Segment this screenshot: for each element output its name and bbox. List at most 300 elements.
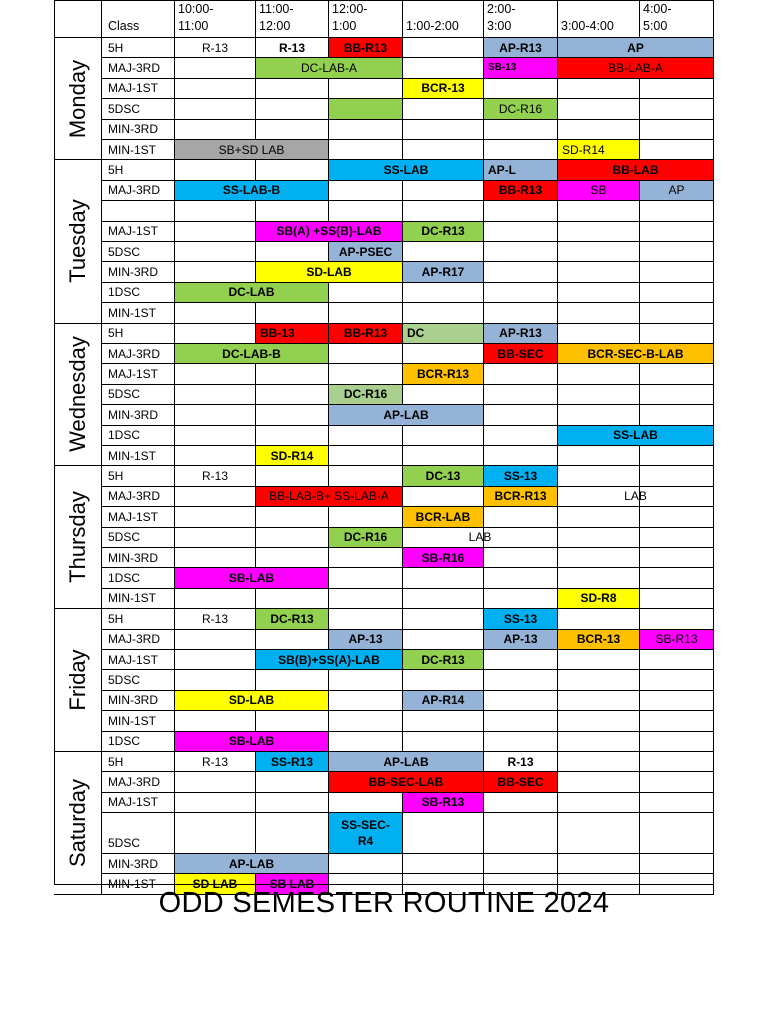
timetable-cell	[175, 711, 256, 731]
class-session: DC-LAB-B	[175, 344, 329, 364]
time-slot-end: 5:00	[643, 19, 668, 33]
time-slot-start: 2:00-	[487, 2, 516, 16]
timetable-cell	[329, 568, 403, 588]
class-label: 5H	[102, 752, 175, 772]
class-label: MAJ-1ST	[102, 650, 175, 670]
class-label: MAJ-1ST	[102, 507, 175, 527]
timetable-cell	[175, 548, 256, 568]
timetable-cell	[256, 120, 329, 140]
class-session: SB-LAB	[175, 568, 329, 588]
class-session: SB-LAB	[175, 732, 329, 752]
timetable-cell	[640, 385, 714, 405]
class-session: DC-R13	[403, 222, 484, 242]
timetable-cell	[403, 58, 484, 78]
timetable-cell	[175, 507, 256, 527]
timetable-cell	[484, 262, 558, 282]
class-label: 5H	[102, 38, 175, 58]
timetable-cell	[484, 385, 558, 405]
class-session: LAB	[558, 487, 714, 507]
class-label: 5DSC	[102, 528, 175, 548]
class-session: SS-R13	[256, 752, 329, 772]
timetable-cell	[256, 528, 329, 548]
time-slot-end: 11:00	[178, 19, 209, 33]
class-session: AP-R13	[484, 324, 558, 344]
class-session: SS-13	[484, 466, 558, 486]
class-label: 5DSC	[102, 242, 175, 262]
timetable-cell	[484, 140, 558, 160]
class-session: BCR-LAB	[403, 507, 484, 527]
class-label: 5H	[102, 160, 175, 180]
header-time-slot	[329, 0, 403, 38]
timetable-cell	[256, 160, 329, 180]
timetable-cell	[329, 79, 403, 99]
class-session: SB-R13	[403, 793, 484, 813]
class-label: MIN-1ST	[102, 140, 175, 160]
day-name: Friday	[64, 649, 90, 711]
timetable-cell	[640, 793, 714, 813]
timetable-cell	[256, 670, 329, 690]
timetable-cell	[175, 262, 256, 282]
timetable-cell	[329, 466, 403, 486]
timetable-cell	[256, 99, 329, 119]
timetable-cell	[256, 589, 329, 609]
class-label: MAJ-3RD	[102, 487, 175, 507]
timetable-cell	[484, 813, 558, 854]
class-label: 1DSC	[102, 732, 175, 752]
timetable-cell	[558, 364, 640, 384]
timetable-cell	[403, 487, 484, 507]
class-session: SD LAB	[175, 874, 256, 894]
header-time-slot	[403, 0, 484, 38]
timetable-cell	[175, 528, 256, 548]
class-session: SB	[558, 181, 640, 201]
timetable-cell	[175, 670, 256, 690]
class-session: SD-LAB	[175, 691, 329, 711]
class-session: BB-13	[256, 324, 329, 344]
header-day-cell	[54, 0, 102, 38]
class-session: BCR-R13	[484, 487, 558, 507]
timetable-cell	[256, 364, 329, 384]
timetable-cell	[175, 364, 256, 384]
timetable-cell	[403, 732, 484, 752]
timetable-cell	[256, 772, 329, 792]
class-session: BCR-13	[558, 630, 640, 650]
timetable-cell	[175, 405, 256, 425]
timetable-cell	[175, 772, 256, 792]
day-label-cell	[54, 38, 102, 160]
timetable-cell	[484, 732, 558, 752]
timetable-cell	[558, 528, 640, 548]
header-time-slot	[558, 0, 640, 38]
timetable-cell	[640, 283, 714, 303]
timetable-cell	[640, 507, 714, 527]
timetable-cell	[558, 79, 640, 99]
timetable-cell	[484, 364, 558, 384]
timetable-cell	[640, 650, 714, 670]
timetable-cell	[484, 446, 558, 466]
timetable-cell	[558, 99, 640, 119]
time-slot-end: 1:00	[332, 19, 357, 33]
timetable-cell	[403, 120, 484, 140]
class-session: R-13	[175, 38, 256, 58]
class-session: BB-LAB-B+ SS-LAB-A	[256, 487, 403, 507]
timetable-cell	[329, 364, 403, 384]
time-slot-start: 12:00-	[332, 2, 368, 16]
timetable-cell	[484, 507, 558, 527]
timetable-cell	[175, 79, 256, 99]
class-session: AP-LAB	[175, 854, 329, 874]
timetable-cell	[484, 405, 558, 425]
timetable-cell	[558, 303, 640, 323]
time-slot-start: 11:00-	[259, 2, 294, 16]
class-session: DC-R13	[256, 609, 329, 629]
timetable-cell	[403, 630, 484, 650]
class-label: MAJ-1ST	[102, 79, 175, 99]
class-label: MIN-1ST	[102, 874, 175, 894]
page-title: ODD SEMESTER ROUTINE 2024	[158, 887, 610, 919]
class-session	[329, 99, 403, 119]
timetable-cell	[558, 242, 640, 262]
timetable-cell	[403, 201, 484, 221]
day-label-cell	[54, 160, 102, 323]
timetable-cell	[484, 242, 558, 262]
class-label	[102, 201, 175, 221]
class-session: R-13	[175, 752, 256, 772]
header-time-slot	[175, 0, 256, 38]
timetable-cell	[558, 568, 640, 588]
timetable-cell	[403, 446, 484, 466]
class-label: MIN-3RD	[102, 262, 175, 282]
timetable-cell	[558, 324, 640, 344]
class-session: DC-13	[403, 466, 484, 486]
timetable-cell	[329, 609, 403, 629]
timetable-cell	[329, 344, 403, 364]
timetable-cell	[175, 120, 256, 140]
class-label: 5H	[102, 324, 175, 344]
class-label: 5DSC	[102, 670, 175, 690]
timetable-cell	[558, 732, 640, 752]
class-session: R-13	[175, 466, 256, 486]
class-label: MIN-1ST	[102, 303, 175, 323]
class-session: LAB	[403, 528, 558, 548]
class-label: MIN-1ST	[102, 711, 175, 731]
class-label: 1DSC	[102, 568, 175, 588]
class-label: 1DSC	[102, 426, 175, 446]
class-session: BB-LAB-A	[558, 58, 714, 78]
timetable-cell	[256, 793, 329, 813]
class-session: SS-13	[484, 609, 558, 629]
time-slot-end: 1:00-2:00	[406, 19, 459, 33]
timetable-cell	[329, 793, 403, 813]
class-session: BB-R13	[329, 324, 403, 344]
class-session: SD-LAB	[256, 262, 403, 282]
timetable-cell	[640, 79, 714, 99]
timetable-cell	[640, 813, 714, 854]
timetable-cell	[484, 691, 558, 711]
class-label: 5H	[102, 609, 175, 629]
timetable-cell	[484, 711, 558, 731]
class-session: DC	[403, 324, 484, 344]
timetable-cell	[640, 262, 714, 282]
class-session: SB(B)+SS(A)-LAB	[256, 650, 403, 670]
timetable-cell	[329, 548, 403, 568]
timetable-cell	[403, 813, 484, 854]
timetable-cell	[175, 160, 256, 180]
timetable-cell	[558, 670, 640, 690]
timetable-cell	[403, 589, 484, 609]
timetable-cell	[403, 99, 484, 119]
class-session: AP	[640, 181, 714, 201]
class-label: 5H	[102, 466, 175, 486]
class-session: AP-PSEC	[329, 242, 403, 262]
timetable-cell	[484, 79, 558, 99]
timetable-cell	[256, 201, 329, 221]
class-label: MIN-3RD	[102, 120, 175, 140]
class-label: 1DSC	[102, 283, 175, 303]
class-session: BB-LAB	[558, 160, 714, 180]
timetable-cell	[558, 222, 640, 242]
class-session: BB-SEC-LAB	[329, 772, 484, 792]
class-label: MAJ-3RD	[102, 181, 175, 201]
time-slot-start: 4:00-	[643, 2, 672, 16]
timetable-cell	[256, 426, 329, 446]
timetable-cell	[256, 813, 329, 854]
timetable-cell	[403, 711, 484, 731]
timetable-cell	[640, 589, 714, 609]
timetable-cell	[558, 262, 640, 282]
class-session: BCR-SEC-B-LAB	[558, 344, 714, 364]
timetable-cell	[175, 99, 256, 119]
class-session: DC-R16	[329, 528, 403, 548]
time-slot-start	[406, 1, 483, 18]
timetable-cell	[256, 405, 329, 425]
timetable-cell	[403, 426, 484, 446]
timetable-cell	[558, 385, 640, 405]
timetable-cell	[175, 650, 256, 670]
class-session: SD-R14	[558, 140, 640, 160]
timetable-cell	[640, 405, 714, 425]
timetable-cell	[403, 854, 484, 874]
day-label-cell	[54, 324, 102, 467]
day-name: Monday	[64, 59, 90, 138]
day-name: Wednesday	[64, 336, 90, 453]
class-session: BB-R13	[329, 38, 403, 58]
class-session: BB-SEC	[484, 344, 558, 364]
header-class-label: Class	[108, 19, 140, 33]
header-time-slot	[256, 0, 329, 38]
class-session: AP	[558, 38, 714, 58]
timetable-cell	[640, 446, 714, 466]
class-session: AP-R17	[403, 262, 484, 282]
timetable-cell	[484, 650, 558, 670]
class-session: SD-R14	[256, 446, 329, 466]
time-slot-start: 10:00-	[178, 2, 214, 16]
header-time-slot	[640, 0, 714, 38]
class-session: DC-R16	[484, 99, 558, 119]
time-slot-end: 3:00	[487, 19, 512, 33]
timetable-cell	[329, 446, 403, 466]
class-label: MIN-3RD	[102, 854, 175, 874]
timetable-cell	[329, 711, 403, 731]
timetable-cell	[329, 201, 403, 221]
class-session: DC-R16	[329, 385, 403, 405]
timetable-cell	[640, 466, 714, 486]
timetable-cell	[175, 487, 256, 507]
timetable-cell	[256, 630, 329, 650]
timetable-cell	[558, 854, 640, 874]
timetable-cell	[403, 283, 484, 303]
class-label: MIN-3RD	[102, 548, 175, 568]
timetable-cell	[329, 120, 403, 140]
day-name: Saturday	[64, 778, 90, 867]
timetable-cell	[640, 140, 714, 160]
timetable-cell	[640, 528, 714, 548]
timetable-cell	[558, 466, 640, 486]
class-session: BCR-13	[403, 79, 484, 99]
timetable-cell	[256, 466, 329, 486]
timetable-cell	[175, 813, 256, 854]
class-label: 5DSC	[102, 813, 175, 854]
timetable-cell	[640, 711, 714, 731]
day-label-cell	[54, 609, 102, 752]
timetable-cell	[175, 630, 256, 650]
timetable-cell	[175, 385, 256, 405]
time-slot-start	[561, 1, 639, 18]
timetable-cell	[329, 140, 403, 160]
timetable-cell	[403, 181, 484, 201]
class-label: MIN-1ST	[102, 589, 175, 609]
class-session: AP-LAB	[329, 752, 484, 772]
timetable-cell	[640, 364, 714, 384]
class-session: AP-R13	[484, 38, 558, 58]
timetable-cell	[256, 385, 329, 405]
timetable-cell	[329, 589, 403, 609]
timetable-cell	[175, 324, 256, 344]
timetable-cell	[484, 283, 558, 303]
timetable-cell	[403, 609, 484, 629]
timetable-cell	[329, 670, 403, 690]
timetable-cell	[640, 324, 714, 344]
class-session: SB+SD LAB	[175, 140, 329, 160]
timetable-cell	[403, 568, 484, 588]
class-session: DC-LAB-A	[256, 58, 403, 78]
timetable-cell	[640, 222, 714, 242]
class-session: SB-13	[484, 58, 558, 78]
timetable-cell	[558, 752, 640, 772]
class-session: AP-L	[484, 160, 558, 180]
timetable-cell	[403, 385, 484, 405]
timetable-cell	[558, 609, 640, 629]
class-session: R-13	[256, 38, 329, 58]
class-label: MAJ-3RD	[102, 630, 175, 650]
timetable-cell	[329, 507, 403, 527]
timetable-cell	[256, 79, 329, 99]
timetable-cell	[484, 303, 558, 323]
timetable-cell	[484, 201, 558, 221]
timetable-cell	[484, 222, 558, 242]
timetable-cell	[558, 283, 640, 303]
timetable-cell	[329, 181, 403, 201]
timetable-cell	[558, 772, 640, 792]
class-session: SB(A) +SS(B)-LAB	[256, 222, 403, 242]
class-session: SB-R13	[640, 630, 714, 650]
timetable-cell	[484, 793, 558, 813]
class-label: MIN-1ST	[102, 446, 175, 466]
class-label: MIN-3RD	[102, 405, 175, 425]
timetable-cell	[558, 813, 640, 854]
timetable-cell	[175, 58, 256, 78]
timetable-cell	[640, 303, 714, 323]
class-session: BB-R13	[484, 181, 558, 201]
class-session: AP-13	[329, 630, 403, 650]
timetable-cell	[640, 99, 714, 119]
timetable-cell	[558, 691, 640, 711]
class-session: SS-LAB	[558, 426, 714, 446]
class-session: R-13	[175, 609, 256, 629]
timetable-cell	[175, 242, 256, 262]
class-label: MAJ-1ST	[102, 364, 175, 384]
timetable-cell	[640, 568, 714, 588]
day-label-cell	[54, 466, 102, 609]
timetable-cell	[640, 120, 714, 140]
timetable-cell	[403, 670, 484, 690]
timetable-cell	[256, 242, 329, 262]
day-name: Tuesday	[64, 199, 90, 284]
class-session: DC-LAB	[175, 283, 329, 303]
timetable-cell	[484, 589, 558, 609]
class-label: MAJ-1ST	[102, 793, 175, 813]
timetable-cell	[558, 507, 640, 527]
timetable-cell	[403, 242, 484, 262]
class-session: BB-SEC	[484, 772, 558, 792]
timetable-cell	[175, 793, 256, 813]
day-label-cell	[54, 752, 102, 895]
timetable-cell	[484, 670, 558, 690]
timetable-cell	[175, 446, 256, 466]
timetable-cell	[484, 548, 558, 568]
class-label: MAJ-3RD	[102, 772, 175, 792]
timetable-cell	[484, 426, 558, 446]
timetable-cell	[256, 548, 329, 568]
timetable-cell	[640, 670, 714, 690]
header-class-cell	[102, 0, 175, 38]
timetable-cell	[640, 609, 714, 629]
class-session: SB LAB	[256, 874, 329, 894]
timetable-cell	[558, 120, 640, 140]
time-slot-end: 12:00	[259, 19, 291, 33]
timetable-cell	[640, 772, 714, 792]
class-label: MAJ-1ST	[102, 222, 175, 242]
timetable-cell	[640, 691, 714, 711]
timetable-cell	[175, 222, 256, 242]
class-session: AP-13	[484, 630, 558, 650]
timetable-cell	[329, 426, 403, 446]
timetable-cell	[175, 426, 256, 446]
class-label: 5DSC	[102, 385, 175, 405]
class-session: SS-LAB-B	[175, 181, 329, 201]
timetable-cell	[558, 650, 640, 670]
timetable-cell	[640, 732, 714, 752]
class-label: MIN-3RD	[102, 691, 175, 711]
timetable-cell	[558, 405, 640, 425]
timetable-cell	[403, 38, 484, 58]
timetable-cell	[329, 732, 403, 752]
timetable-cell	[403, 344, 484, 364]
timetable-cell	[329, 691, 403, 711]
timetable-cell	[558, 548, 640, 568]
class-session: SS-SEC-R4	[329, 813, 403, 854]
timetable-cell	[640, 548, 714, 568]
